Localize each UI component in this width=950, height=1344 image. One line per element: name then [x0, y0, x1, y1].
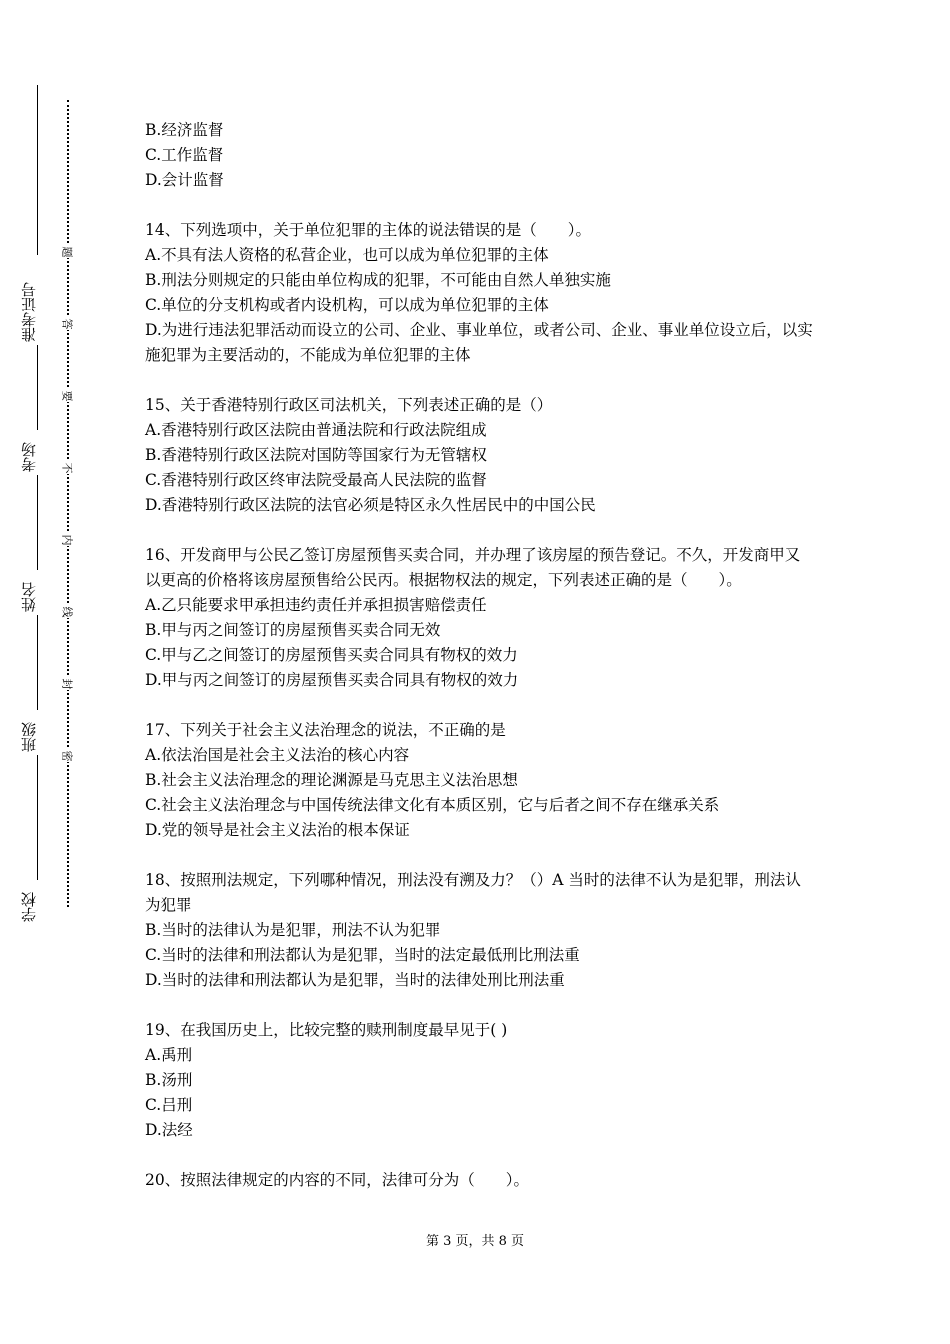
question-content [145, 118, 815, 1218]
seal-char: 题 [62, 245, 74, 258]
school-label: 学校 [20, 892, 38, 922]
option: C.工作监督 [145, 146, 224, 164]
continued-question [145, 118, 815, 193]
question-20 [145, 1168, 815, 1193]
seal-char: 答 [62, 317, 74, 330]
seal-char: 内 [62, 533, 74, 546]
question-17 [145, 718, 815, 843]
option: C.社会主义法治理念与中国传统法律文化有本质区别，它与后者之间不存在继承关系 [145, 796, 720, 814]
option: A.不具有法人资格的私营企业，也可以成为单位犯罪的主体 [145, 246, 549, 264]
class-label: 班级 [20, 722, 38, 752]
question-stem: 19、在我国历史上，比较完整的赎刑制度最早见于( ) [145, 1021, 508, 1039]
field-underline [37, 615, 38, 710]
option: C.单位的分支机构或者内设机构，可以成为单位犯罪的主体 [145, 296, 549, 314]
exam-room-label: 考场 [20, 442, 38, 472]
question-16 [145, 543, 815, 693]
question-stem: 14、下列选项中，关于单位犯罪的主体的说法错误的是（ ）。 [145, 221, 591, 239]
field-underline [37, 85, 38, 255]
seal-line [67, 100, 69, 907]
option: B.甲与丙之间签订的房屋预售买卖合同无效 [145, 621, 441, 639]
option: C.吕刑 [145, 1096, 193, 1114]
field-underline [37, 475, 38, 570]
option: D.香港特别行政区法院的法官必须是特区永久性居民中的中国公民 [145, 496, 596, 514]
seal-char: 要 [62, 389, 74, 402]
question-stem: 18、按照刑法规定，下列哪种情况，刑法没有溯及力？（）A 当时的法律不认为是犯罪，刑法认为犯罪 [145, 871, 801, 914]
option: D.党的领导是社会主义法治的根本保证 [145, 821, 410, 839]
option: A.禹刑 [145, 1046, 193, 1064]
option: B.社会主义法治理念的理论渊源是马克思主义法治思想 [145, 771, 518, 789]
page-number: 第 3 页，共 8 页 [425, 1234, 525, 1249]
option: B.汤刑 [145, 1071, 193, 1089]
question-19 [145, 1018, 815, 1143]
option: C.甲与乙之间签订的房屋预售买卖合同具有物权的效力 [145, 646, 518, 664]
option: D.甲与丙之间签订的房屋预售买卖合同具有物权的效力 [145, 671, 519, 689]
exam-id-label: 准考证号 [20, 282, 38, 342]
option: D.为进行违法犯罪活动而设立的公司、企业、事业单位，或者公司、企业、事业单位设立后，以实施犯罪为主要活动的，不能成为单位犯罪的主体 [145, 321, 813, 364]
option: C.当时的法律和刑法都认为是犯罪，当时的法定最低刑比刑法重 [145, 946, 580, 964]
question-stem: 15、关于香港特别行政区司法机关，下列表述正确的是（） [145, 396, 553, 414]
field-underline [37, 345, 38, 430]
option: A.香港特别行政区法院由普通法院和行政法院组成 [145, 421, 487, 439]
option: D.法经 [145, 1121, 193, 1139]
option: B.经济监督 [145, 121, 224, 139]
question-15 [145, 393, 815, 518]
question-stem: 17、下列关于社会主义法治理念的说法，不正确的是 [145, 721, 506, 739]
name-label: 姓名 [20, 582, 38, 612]
question-18 [145, 868, 815, 993]
option: A.依法治国是社会主义法治的核心内容 [145, 746, 410, 764]
option: A.乙只能要求甲承担违约责任并承担损害赔偿责任 [145, 596, 487, 614]
field-underline [37, 755, 38, 880]
question-stem: 16、开发商甲与公民乙签订房屋预售买卖合同，并办理了该房屋的预告登记。不久，开发商甲又以更高的价格将该房屋预售给公民丙。根据物权法的规定，下列表述正确的是（ ）。 [145, 546, 801, 589]
question-stem: 20、按照法律规定的内容的不同，法律可分为（ ）。 [145, 1171, 529, 1189]
option: D.会计监督 [145, 171, 224, 189]
seal-char: 不 [62, 461, 74, 474]
seal-char: 封 [62, 677, 74, 690]
seal-char: 密 [62, 749, 74, 762]
seal-char: 线 [62, 605, 74, 618]
option: C.香港特别行政区终审法院受最高人民法院的监督 [145, 471, 487, 489]
question-14 [145, 218, 815, 368]
option: D.当时的法律和刑法都认为是犯罪，当时的法律处刑比刑法重 [145, 971, 565, 989]
option: B.刑法分则规定的只能由单位构成的犯罪，不可能由自然人单独实施 [145, 271, 611, 289]
option: B.香港特别行政区法院对国防等国家行为无管辖权 [145, 446, 487, 464]
option: B.当时的法律认为是犯罪，刑法不认为犯罪 [145, 921, 441, 939]
